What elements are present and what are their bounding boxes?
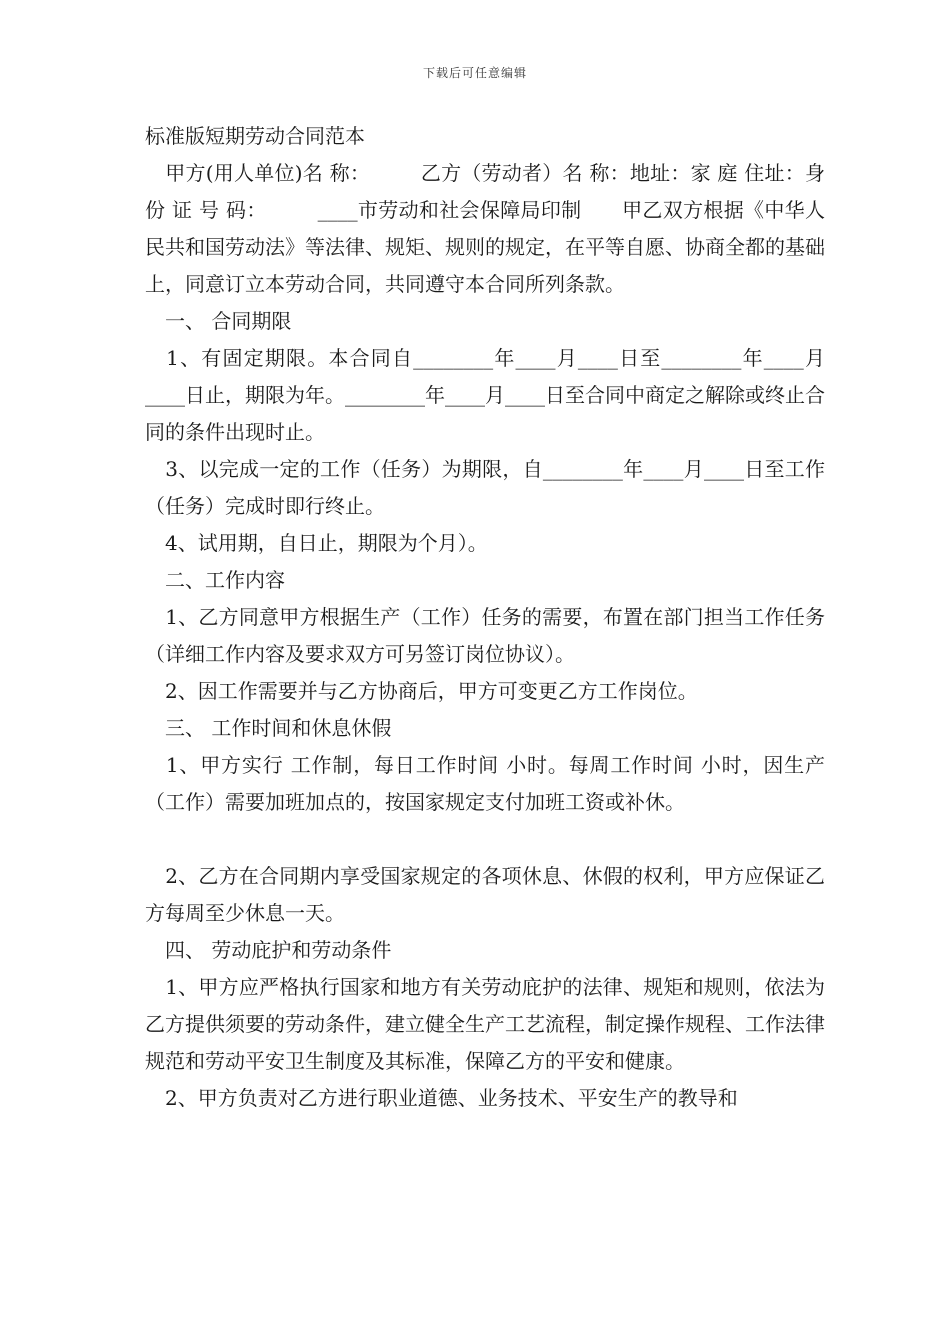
clause-safety-conditions: 1、甲方应严格执行国家和地方有关劳动庇护的法律、规矩和规则，依法为乙方提供须要的劳动条件，建立健全生产工艺流程，制定操作规程、工作法律规范和劳动平安卫生制度及其标准，保障乙方的平安和健康。 bbox=[145, 975, 825, 1073]
section-heading-term: 一、 合同期限 bbox=[145, 309, 292, 333]
clause-probation: 4、试用期，自日止，期限为个月）。 bbox=[145, 531, 488, 555]
document-title: 标准版短期劳动合同范本 bbox=[145, 124, 365, 148]
section-heading-work-hours: 三、 工作时间和休息休假 bbox=[145, 716, 392, 740]
section-heading-labor-protection: 四、 劳动庇护和劳动条件 bbox=[145, 938, 392, 962]
clause-work-assignment: 1、乙方同意甲方根据生产（工作）任务的需要，布置在部门担当工作任务（详细工作内容及要求双方可另签订岗位协议）。 bbox=[145, 605, 825, 666]
blank-line bbox=[145, 821, 825, 858]
header-note: 下载后可任意编辑 bbox=[422, 66, 527, 80]
clause-rest-leave: 2、乙方在合同期内享受国家规定的各项休息、休假的权利，甲方应保证乙方每周至少休息一天。 bbox=[145, 864, 825, 925]
clause-position-change: 2、因工作需要并与乙方协商后，甲方可变更乙方工作岗位。 bbox=[145, 679, 698, 703]
section-heading-work-content: 二、工作内容 bbox=[145, 568, 285, 592]
clause-training: 2、甲方负责对乙方进行职业道德、业务技术、平安生产的教导和 bbox=[145, 1086, 738, 1110]
preamble-paragraph: 甲方(用人单位)名 称： 乙方（劳动者）名 称：地址：家 庭 住址：身份 证 号 码： ____市劳动和社会保障局印制 甲乙双方根据《中华人民共和国劳动法》等法律、规矩、规则的规定，在平等自愿、协商全都的基础上，同意订立本劳动合同，共同遵守本合同所列条款。 bbox=[145, 161, 825, 296]
clause-task-term: 3、以完成一定的工作（任务）为期限，自________年____月____日至工作（任务）完成时即行终止。 bbox=[145, 457, 825, 518]
document-body bbox=[145, 118, 825, 1117]
clause-working-hours: 1、甲方实行 工作制，每日工作时间 小时。每周工作时间 小时，因生产（工作）需要加班加点的，按国家规定支付加班工资或补休。 bbox=[145, 753, 825, 814]
clause-fixed-term: 1、有固定期限。本合同自________年____月____日至________年____月____日止，期限为年。________年____月____日至合同中商定之解除或终止合同的条件出现时止。 bbox=[145, 346, 825, 444]
